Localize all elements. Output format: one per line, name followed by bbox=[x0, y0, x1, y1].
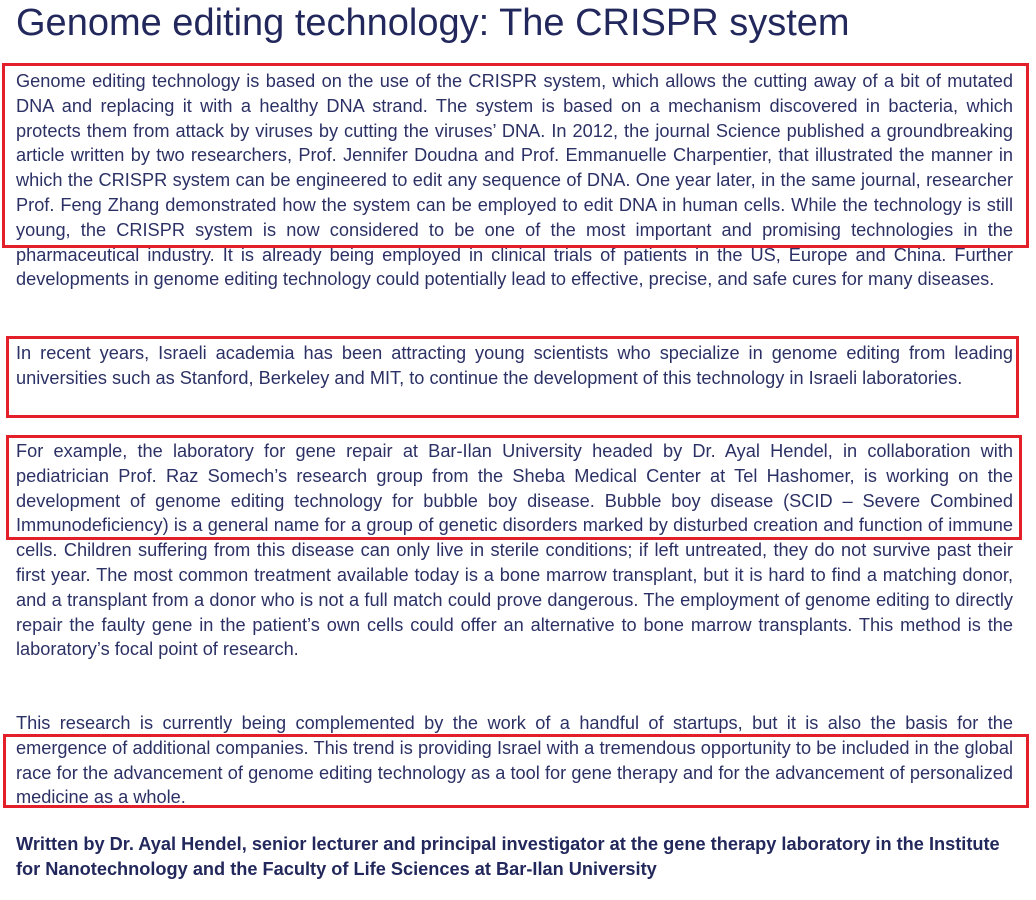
article-title: Genome editing technology: The CRISPR system bbox=[16, 2, 850, 44]
paragraph-crispr-overview: Genome editing technology is based on the use of the CRISPR system, which allows the cutting away of a bit of mutated DNA and replacing it with a healthy DNA strand. The system is based on a mechanism discovered in bacteria, which protects them from attack by viruses by cutting the viruses’ DNA. In 2012, the journal Science published a groundbreaking article written by two researchers, Prof. Jennifer Doudna and Prof. Emmanuelle Charpentier, that illustrated the manner in which the CRISPR system can be engineered to edit any sequence of DNA. One year later, in the same journal, researcher Prof. Feng Zhang demonstrated how the system can be employed to edit DNA in human cells. While the technology is still young, the CRISPR system is now considered to be one of the most important and promising technologies in the pharmaceutical industry. It is already being employed in clinical trials of patients in the US, Europe and China. Further developments in genome editing technology could potentially lead to effective, precise, and safe cures for many diseases. bbox=[16, 71, 1013, 290]
paragraph-israeli-academia: In recent years, Israeli academia has been attracting young scientists who specialize in genome editing from leading universities such as Stanford, Berkeley and MIT, to continue the development of this technology in Israeli laboratories. bbox=[16, 343, 1013, 388]
paragraph-bubble-boy-research: For example, the laboratory for gene repair at Bar-Ilan University headed by Dr. Ayal Hendel, in collaboration with pediatrician Prof. Raz Somech’s research group from the Sheba Medical Center at Tel Hashomer, is working on the development of genome editing technology for bubble boy disease. Bubble boy disease (SCID – Severe Combined Immunodeficiency) is a general name for a group of genetic disorders marked by disturbed creation and function of immune cells. Children suffering from this disease can only live in sterile conditions; if left untreated, they do not survive past their first year. The most common treatment available today is a bone marrow transplant, but it is hard to find a matching donor, and a transplant from a donor who is not a full match could prove dangerous. The employment of genome editing to directly repair the faulty gene in the patient’s own cells could offer an alternative to bone marrow transplants. This method is the laboratory’s focal point of research. bbox=[16, 441, 1013, 660]
author-credit: Written by Dr. Ayal Hendel, senior lecturer and principal investigator at the gene therapy laboratory in the Institute for Nanotechnology and the Faculty of Life Sciences at Bar-Ilan University bbox=[16, 834, 1000, 879]
paragraph-startups-opportunity: This research is currently being complemented by the work of a handful of startups, but it is also the basis for the emergence of additional companies. This trend is providing Israel with a tremendous opportunity to be included in the global race for the advancement of genome editing technology as a tool for gene therapy and for the advancement of personalized medicine as a whole. bbox=[16, 713, 1013, 808]
